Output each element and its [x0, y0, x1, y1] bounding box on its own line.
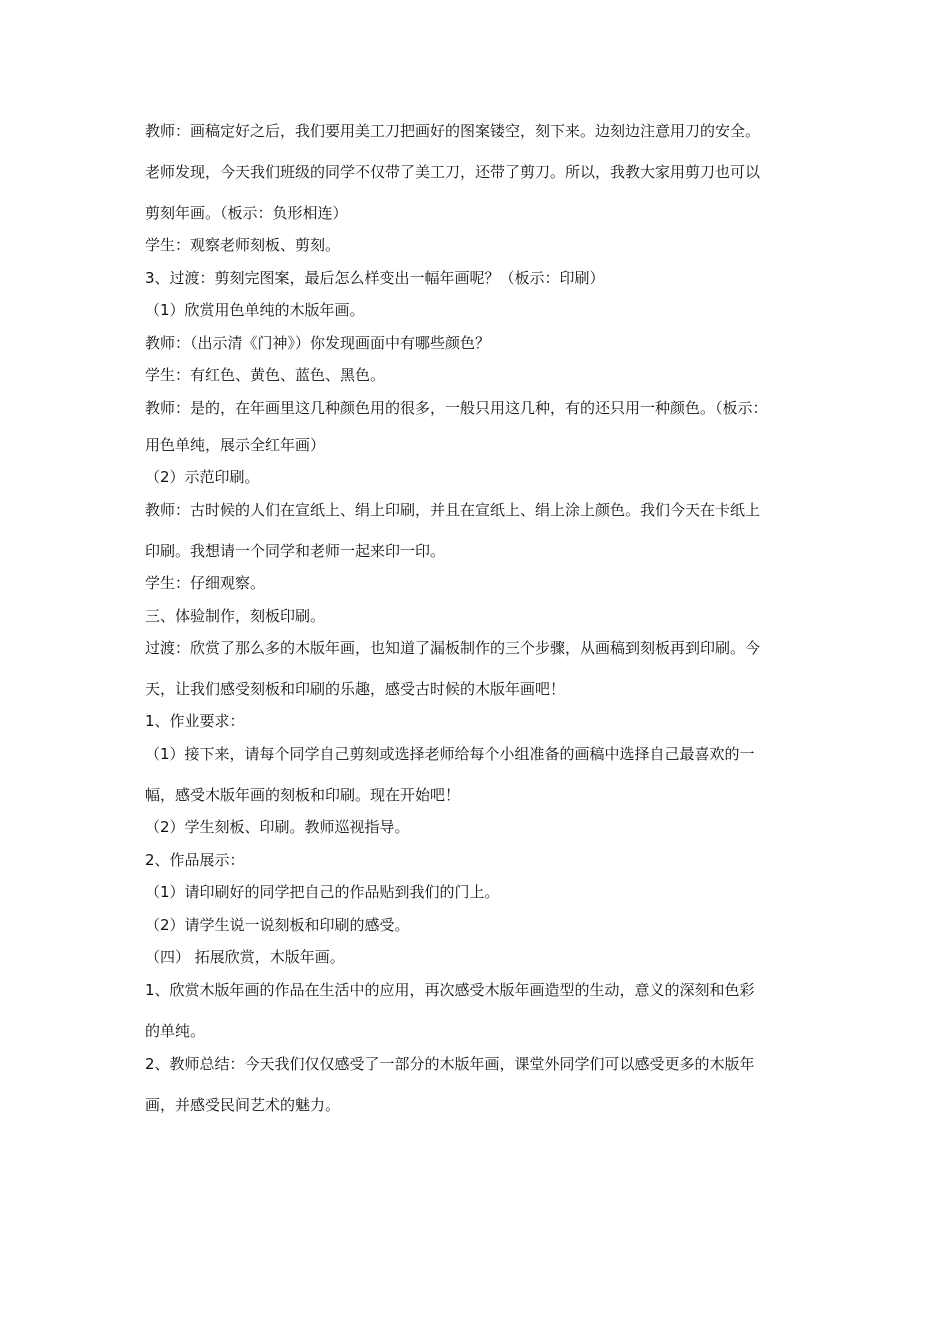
text-line: （四） 拓展欣赏，木版年画。 [145, 948, 345, 966]
text-line: 用色单纯，展示全红年画） [145, 436, 326, 454]
text-line: （2）示范印刷。 [145, 468, 260, 486]
text-line: 画，并感受民间艺术的魅力。 [145, 1096, 341, 1114]
text-line: 天，让我们感受刻板和印刷的乐趣，感受古时候的木版年画吧！ [145, 680, 566, 698]
text-line: 1、欣赏木版年画的作品在生活中的应用，再次感受木版年画造型的生动，意义的深刻和色彩 [145, 981, 755, 999]
text-line: 老师发现，今天我们班级的同学不仅带了美工刀，还带了剪刀。所以，我教大家用剪刀也可以 [145, 163, 761, 181]
text-line: 教师：是的，在年画里这几种颜色用的很多，一般只用这几种，有的还只用一种颜色。（板示： [145, 399, 768, 417]
text-line: 过渡：欣赏了那么多的木版年画，也知道了漏板制作的三个步骤，从画稿到刻板再到印刷。今 [145, 639, 761, 657]
text-line: （1）欣赏用色单纯的木版年画。 [145, 301, 365, 319]
text-line: 印刷。我想请一个同学和老师一起来印一印。 [145, 542, 446, 560]
text-line: 教师：（出示清《门神》）你发现画面中有哪些颜色？ [145, 334, 491, 352]
text-line: （2）学生刻板、印刷。教师巡视指导。 [145, 818, 410, 836]
text-line: 学生：有红色、黄色、蓝色、黑色。 [145, 366, 386, 384]
text-line: 教师：画稿定好之后，我们要用美工刀把画好的图案镂空，刻下来。边刻边注意用刀的安全。 [145, 122, 761, 140]
text-line: （1）请印刷好的同学把自己的作品贴到我们的门上。 [145, 883, 500, 901]
text-line: 的单纯。 [145, 1022, 206, 1040]
text-line: 3、过渡：剪刻完图案，最后怎么样变出一幅年画呢？（板示：印刷） [145, 269, 605, 287]
text-line: （1）接下来，请每个同学自己剪刻或选择老师给每个小组准备的画稿中选择自己最喜欢的一 [145, 745, 755, 763]
text-line: 三、体验制作，刻板印刷。 [145, 607, 326, 625]
text-line: 幅，感受木版年画的刻板和印刷。现在开始吧！ [145, 786, 461, 804]
text-line: 学生：观察老师刻板、剪刻。 [145, 236, 341, 254]
text-line: 学生：仔细观察。 [145, 574, 266, 592]
text-line: 1、作业要求： [145, 712, 245, 730]
text-line: 2、作品展示： [145, 851, 245, 869]
text-line: （2）请学生说一说刻板和印刷的感受。 [145, 916, 410, 934]
text-line: 2、教师总结：今天我们仅仅感受了一部分的木版年画，课堂外同学们可以感受更多的木版年 [145, 1055, 755, 1073]
text-line: 剪刻年画。（板示：负形相连） [145, 204, 348, 222]
text-line: 教师：古时候的人们在宣纸上、绢上印刷，并且在宣纸上、绢上涂上颜色。我们今天在卡纸上 [145, 501, 761, 519]
